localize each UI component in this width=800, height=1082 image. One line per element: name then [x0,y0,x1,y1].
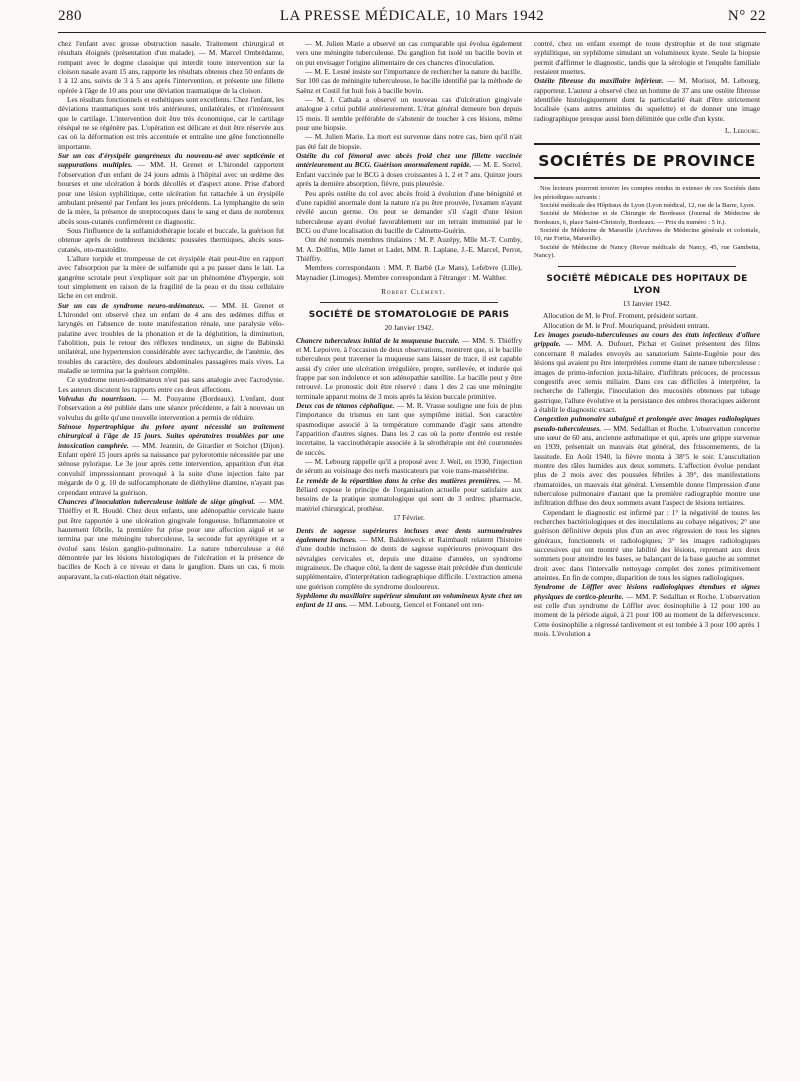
signature: Robert Clément. [381,286,446,296]
section-date: 20 Janvier 1942. [384,323,434,333]
article-heading: Congestion pulmonaire subaiguë et prolongée avec images radiologiques pseudo-tuberculeuses. [534,414,760,433]
article-entry [58,301,284,376]
article-body: — M. E. Sorrel. Enfant vaccinée par le BCG à doses croissantes à 1, 2 et 7 ans. Quinze jours après la dernière absorption, fièvre, puis pleurésie. [296,160,522,189]
article-paragraph: — M. Julien Marie a observé un cas comparable qui évolua également vers une méningite tuberculeuse. Du ganglion fut isolé un bacille bovin et on put envisager l'origine alimentaire de ces chancres d'inoculation. [296,39,522,67]
allocution: Allocution de M. le Prof. Froment, président sortant. [543,311,698,321]
article-heading: Dents de sagesse supérieures incluses avec dents surnuméraires également incluses. [296,525,522,544]
article-body: — MM. H. Grenet et L'hirondel ont observé chez un enfant de 4 ans des œdèmes diffus et laryngés en l'absence de toute manifestation rénale, une paralysie vélo-palatine avec troubles de la phonation et de la déglutition, la diminution, l'abolition, puis le retour des réflexes tendineux, un signe de Babinski unilatéral, une hypertension considérable avec tachycardie, de l'anémie, des troubles du caractère, des douleurs abdominales passagères mais vives. La maladie se termina par la guérison complète. [58,300,284,376]
article-body: — MM. Sedallian et Roche. L'observation concerne une sœur de 60 ans, ancienne asthmatique et qui, après une grippe survenue en 1939, présentait un mauvais état général, des frissonnements, de la lassitude. En Août 1940, la fièvre monta à 38°5 le soir. L'auscultation montre des râles humides aux deux sommets. L'affection évolue pendant plus de 2 mois avec des poussées fébriles à 39°, des manifestations rhumatoïdes, un mauvais état général. L'ensemble donne l'impression d'une tuberculose pulmonaire d'autant que la première radiographie montre une infiltration diffuse des deux sommets avant l'aspect de lésions tertiaires. [534,423,760,508]
periodical-item: Société de Médecine de Marseille (Archives de Médecine générale et coloniale, 10, rue Fortia, Marseille). [534,226,760,243]
section-title: SOCIÉTÉ DE STOMATOLOGIE DE PARIS [308,310,510,321]
column-2 [296,39,522,1074]
article-body: — M. R. Vrasse souligne une fois de plus l'importance du trismus en tant que symptôme initial. Son caractère spasmodique associé à la température commande d'agir sans attendre l'apparition d'autres signes. Dans les 2 cas où la porte d'entrée est restée incertaine, la vaccinothérapie associée à la sérothérapie ont été couronnées de succès. [296,401,522,457]
article-paragraph: — M. Lebourg rappelle qu'il a proposé avec J. Weil, en 1930, l'injection de sérum au voisinage des nerfs masticateurs par voie trans-massétérine. [296,457,522,476]
periodical-item: Société de Médecine de Nancy (Revue médicale de Nancy, 45, rue Gambetta, Nancy). [534,243,760,259]
article-entry [534,414,760,507]
article-entry [58,394,284,422]
article-paragraph: L'allure torpide et trompeuse de cet érysipèle était peut-être en rapport avec l'absorption par la mère de sulfamide qui a pu passer dans le lait. La gangrène scrotale peut s'expliquer soit par un phénomène d'hypergie, soit tout simplement en raison de la fragilité de la peau et du tissu cellulaire lâche en cet endroit. [58,253,284,301]
article-entry [296,526,522,591]
article-paragraph: — M. Julien Marie. La mort est survenue dans notre cas, bien qu'il n'ait pas été fait de biopsie. [296,132,522,151]
article-heading: Sur un cas de syndrome neuro-œdémateux. [58,300,205,310]
article-paragraph: chez l'enfant avec grosse obstruction nasale. Traitement chirurgical et résultats éloignés (présentation d'un malade). — M. Marcel Ombrédanne, rompant avec le dogme classique qui interdit toute intervention sur la cloison nasale avant 15 ans, rapporte les résultats obtenus chez 50 enfants de 1 à 12 ans, suivis de 3 à 5 ans après l'intervention, et présente une fillette opérée à l'âge de 10 ans pour une déviation traumatique de la cloison. [58,39,284,95]
column-1 [58,39,284,1074]
signature: L. Lebourg. [724,126,760,136]
article-entry [296,151,522,188]
article-entry [296,476,522,513]
allocution: Allocution de M. le Prof. Mouriquand, président entrant. [543,320,710,330]
periodicals-note [534,185,760,260]
article-paragraph: Sous l'influence de la sulfamidothérapie locale et buccale, la guérison fut obtenue après de nombreux incidents: poussées thermiques, abcès sous-cutanés, oto-mastoïdite. [58,225,284,254]
article-body: — M. Béliard expose le principe de l'organisation actuelle pour satisfaire aux besoins de la pratique stomatologique qui sont de 3 ordres: pharmacie, matériel chirurgical, prothèse. [296,475,522,513]
article-heading: Syndrome de Löffler avec lésions radiologiques étendues et signes physiques de cortico-pleurite. [534,582,760,601]
note-text: Nos lecteurs pourront trouver les comptes rendus in extenso de ces Sociétés dans les périodiques suivants : [534,185,760,201]
section-date: 13 Janvier 1942. [622,299,672,309]
article-paragraph: Ce syndrome neuro-œdémateux n'est pas sans analogie avec l'acrodynie. Les auteurs discutent les rapports entre ces deux affections. [58,375,284,394]
periodical-item: Société médicale des Hôpitaux de Lyon (Lyon médical, 12, rue de la Barre, Lyon. [540,202,756,210]
article-paragraph: — M. J. Cathala a observé un nouveau cas d'ulcération gingivale analogue à celui publié antérieurement. L'état général demeure bon depuis 15 mois. Il semble préférable de s'abstenir de toucher à ces lésions, même pour une biopsie. [296,95,522,133]
article-body: — MM. H. Grenet et L'hirondel rapportent l'observation d'un enfant de 24 jours admis à l'hôpital avec un œdème des bourses et une ulcération à bords décollés et d'aspect atone. Prise d'abord pour une lésion syphilitique, cette ulcération fut rattachée à un érysipèle ambulant présenté par l'enfant les jours précédents. La lymphangite du sein de la mère, la présence de streptocoques dans le sang et dans de nombreux abcès sous-cutanés confirmèrent ce diagnostic. [58,160,284,226]
article-heading: Deux cas de tétanos céphalique. [296,401,395,411]
article-heading: Chancre tuberculeux initial de la muqueuse buccale. [296,335,460,345]
article-entry [58,422,284,497]
article-paragraph: Cependant le diagnostic est infirmé par : 1° la négativité de toutes les recherches bactériologiques et des inoculations au cobaye négatives; 2° une guérison définitive depuis plus d'un an avec régression de tous les signes généraux, fonctionnels et radiologiques; 3° les images radiologiques successives qui ont montré une labilité des lésions, reprenant aux deux sommets pour atteindre les bases, se balançant de la base gauche au sommet droit avec dans l'intervalle nettoyage complet des zones primitivement atteintes. En fin de compte, disparition de tous les signes radiologiques. [534,507,760,583]
page-number: 280 [58,8,82,24]
divider [320,302,498,303]
column-3 [534,39,760,1074]
article-paragraph: contré, chez un enfant exempt de toute dystrophie et de tout stigmate syphilitique, un syphilome simulant un volumineux kyste. Seule la biopsie permit d'affirmer le diagnostic, tandis que la sérologie et l'enquête familiale restaient muettes. [534,39,760,77]
periodical-item: Société de Médecine et de Chirurgie de Bordeaux (Journal de Médecine de Bordeaux, 6, place Saint-Christoly, Bordeaux. — Prix du numéro : 5 fr.). [534,210,760,226]
article-paragraph: Peu après ostéite du col avec abcès froid à évolution d'une bénignité et d'une rapidité anormale dont la nature n'a pu être prouvée, l'examen n'ayant révélé aucun germe. On peut se demander s'il s'agit d'une lésion tuberculeuse ayant évolué favorablement sur un terrain immunisé par le BCG ou d'une localisation du bacille de Calmette-Guérin. [296,188,522,235]
article-heading: Volvulus du nourrisson. [58,394,137,404]
running-header [58,0,766,33]
article-entry [58,151,284,226]
article-body: — MM. S. Thiéffry et M. Lepoivre, à l'occasion de deux observations, montrent que, si le bacille tuberculeux peut traverser la muqueuse sans laisser de trace, il est capable aussi d'y créer une ulcération irrégulière, propre, surélevée, et indurée qui frappe par son indolence et son adénopathie satellite. Le bacille peut y être retrouvé. Le pronostic doit être réservé : dans 1 des 2 cas une méningite terminale apparut moins de 3 mois après la lésion buccale primitive. [296,335,522,401]
article-heading: Ostéite fibreuse du maxillaire inférieur. [534,76,664,86]
article-body: — MM. Thiéffry et R. Houdé. Chez deux enfants, une adénopathie cervicale haute put être rapportée à une ulcération gingivale fongueuse. Inflammatoire et hautement fébrile, la première fut prise pour une affection aiguë et se termina par une méningite tuberculeuse, la seconde fut apyrétique et a évolué sans lésion ganglio-pulmonaire. La nature tuberculeuse a été démontrée par les lésions histologiques de l'ulcération et la présence de bacilles de Koch à ce niveau et dans le ganglion. Dans un cas, 6 mois auparavant, la cuti-réaction était négative. [58,496,284,581]
article-entry [534,330,760,414]
article-body: — MM. Jeannin, de Girardier et Soichot (Dijon). Enfant opéré 15 jours après sa naissance par pylorotomie nécessitée par une sténose pylorique. Le 3e jour après cette intervention, apparition d'un état convulsif impressionnant provoqué à la suite d'une injection faite par mégarde de 0 g. 10 de sulfocamphonate de diéthylène diamine, n'ayant pas cependant entravé la guérison. [58,440,284,497]
article-entry [296,336,522,401]
article-heading: Syphilome du maxillaire supérieur simulant un volumineux kyste chez un enfant de 11 ans. [296,590,522,610]
article-heading: Le remède de la répartition dans la crise des matières premières. [296,475,501,485]
article-entry [534,582,760,638]
article-heading: Ostéite du col fémoral avec abcès froid chez une fillette vaccinée antérieurement au BCG. Guérison anormalement rapide. [296,151,522,170]
article-entry [296,591,522,610]
article-body: — MM. P. Sedallian et Roche. L'observation est celle d'un syndrome de Löffler avec éosinophilie à 12 pour 100 au moment de la période aiguë, à 21 pour 100 au moment de la défervescence. Cette éosinophilie a régressé tardivement et est tombée à 3 pour 100 après 1 mois. L'évolution a [534,591,760,639]
article-heading: Les images pseudo-tuberculeuses au cours des états infectieux d'allure grippale. [534,330,760,349]
article-body: — MM. Baldenweck et Raimbault relatent l'histoire d'une double inclusion de dents de sagesse supérieures provoquant des névralgies cervicales et, depuis une dizaine d'années, un syndrome migraineux. De chaque côté, la dent de sagesse était précédée d'un denticule supplémentaire, d'interprétation radiographique difficile. L'extraction amena une guérison complète du syndrome douloureux. [296,534,522,591]
article-body: — M. Pouyanne (Bordeaux). L'enfant, dont l'observation a été publiée dans une séance précédente, a fait à nouveau un volvulus du grêle qu'une nouvelle intervention a permis de réduire. [58,394,284,422]
section-title: SOCIÉTÉ MÉDICALE DES HOPITAUX DE LYON [546,274,748,297]
section-heading: SOCIÉTÉS DE PROVINCE [534,143,760,179]
article-entry [58,497,284,581]
article-entry [534,76,760,123]
article-heading: Chancres d'inoculation tuberculeuse initiale de siège gingival. [58,496,256,506]
article-body: — MM. Lebourg, Gencel et Fontanel ont ren- [349,600,484,610]
article-heading: Sténose hypertrophique du pylore ayant nécessité un traitement chirurgical à l'âge de 15 jours. Suites opératoires troublées par une intoxication camphrée. [58,422,284,450]
article-paragraph: Les résultats fonctionnels et esthétiques sont excellents. Chez l'enfant, les déviations traumatiques sont très antérieures, unilatérales, et n'intéressent que le cartilage. L'intervention doit être très économique, car le cartilage réséqué ne se régénère pas. L'opération est délicate et doit être réservée aux cas où la déformation est très accentuée et entraîne une gêne fonctionnelle importante. [58,95,284,151]
divider [558,266,736,267]
article-heading: Sur un cas d'érysipèle gangréneux du nouveau-né avec septicémie et suppurations multiples. [58,151,284,170]
journal-title: LA PRESSE MÉDICALE, 10 Mars 1942 [279,8,545,24]
article-paragraph: Ont été nommés membres titulaires : M. P. Auzépy, Mlle M.-T. Comby, M. A. Dollfus, Mlle Jamet et Ladet, MM. R. Laplane, J.-E. Marcel, Perrot, Thiéffry. [296,235,522,263]
article-body: — MM. A. Dufourt, Pichat et Guinet présentent des films concernant 8 malades envoyés au sanatorium Sainte-Eugénie pour des lésions qui avaient pu être interprétées comme étant de nature tuberculeuse : images de primo-infection juxta-hilaire, d'infiltrats précoces, de processus congestifs avec semis miliaire. Dans ces cas difficiles à interpréter, la recherche de l'allergie, l'inoculation des mucosités obtenues par tubage gastrique, l'allure évolutive et la persistance des ombres thoraciques aideront à établir le diagnostic exact. [534,339,760,414]
article-paragraph: Membres correspondants : MM. P. Barbé (Le Mans), Lefebvre (Lille), Maynadier (Limoges). Membre correspondant à l'étranger : M. Walther. [296,263,522,282]
article-paragraph: — M. E. Lesné insiste sur l'importance de rechercher la nature du bacille. Sur 100 cas de méningite tuberculeuse, le bacille identifié par la méthode de Saënz et Costil fut huit fois à bacille bovin. [296,67,522,95]
article-entry [296,401,522,457]
section-date: 17 Février. [393,513,425,523]
article-body: — M. Morisot, M. Lebourg, rapporteur. L'auteur a observé chez un homme de 37 ans une ostéite fibreuse identifiée histologiquement dont la particularité était d'être strictement localisée (sans autres atteintes du squelette) et de donner une image radiographique presque aussi bien délimitée que celle d'un kyste. [534,76,760,123]
issue-number: N° 22 [727,8,766,24]
